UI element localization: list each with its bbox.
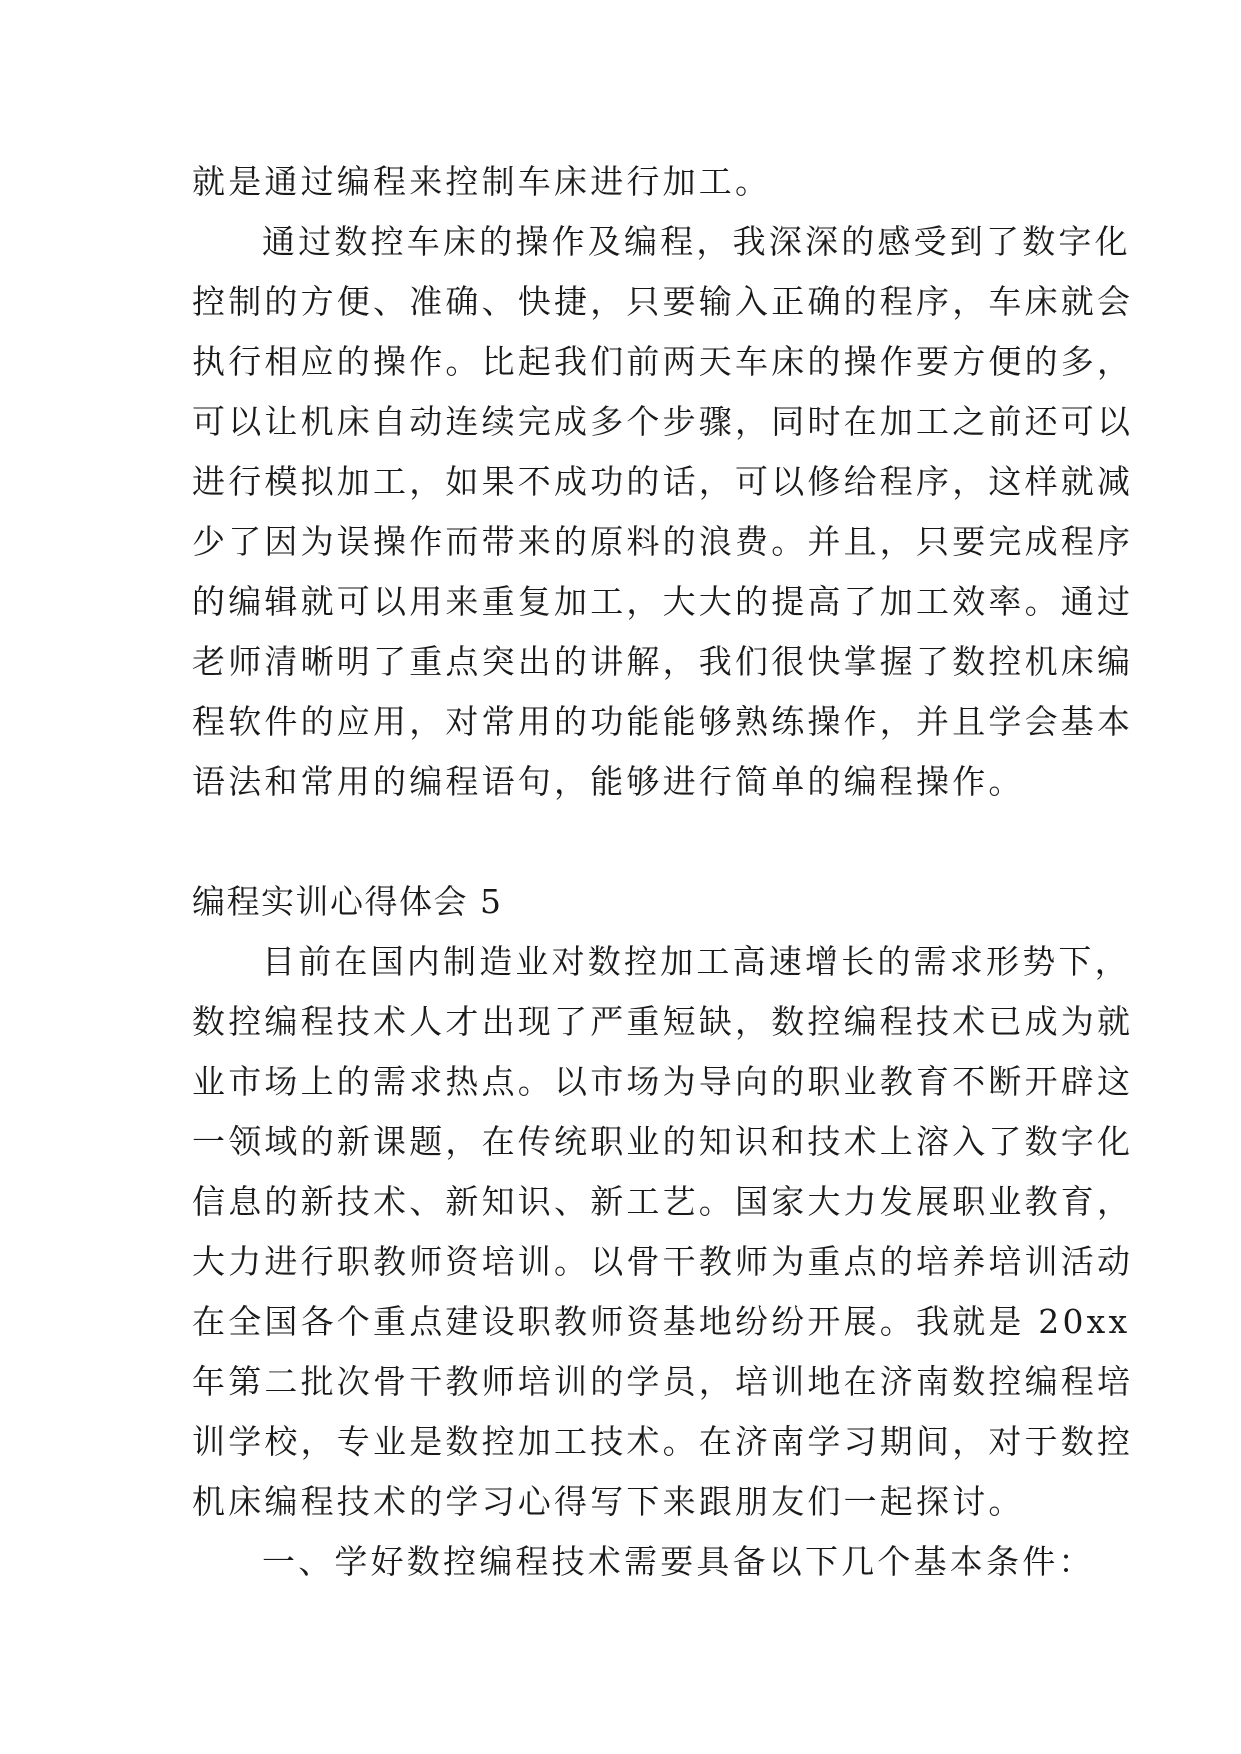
text-line: 数控编程技术人才出现了严重短缺，数控编程技术已成为就	[192, 1002, 1134, 1041]
text-line: 一、学好数控编程技术需要具备以下几个基本条件：	[262, 1542, 1095, 1581]
text-line: 老师清晰明了重点突出的讲解，我们很快掌握了数控机床编	[192, 642, 1134, 681]
text-line: 信息的新技术、新知识、新工艺。国家大力发展职业教育，	[192, 1182, 1134, 1221]
text-line: 大力进行职教师资培训。以骨干教师为重点的培养培训活动	[192, 1242, 1134, 1281]
section-spacer	[192, 812, 1057, 872]
text-line: 少了因为误操作而带来的原料的浪费。并且，只要完成程序	[192, 522, 1134, 561]
text-line: 执行相应的操作。比起我们前两天车床的操作要方便的多，	[192, 342, 1134, 381]
text-line: 机床编程技术的学习心得写下来跟朋友们一起探讨。	[192, 1482, 1025, 1521]
paragraph	[192, 212, 1134, 812]
text-line: 的编辑就可以用来重复加工，大大的提高了加工效率。通过	[192, 582, 1134, 621]
document-body	[192, 152, 1134, 1592]
section-heading: 编程实训心得体会 5	[192, 882, 503, 921]
text-line: 训学校，专业是数控加工技术。在济南学习期间，对于数控	[192, 1422, 1134, 1461]
paragraph	[192, 1532, 1095, 1592]
text-line: 控制的方便、准确、快捷，只要输入正确的程序，车床就会	[192, 282, 1134, 321]
text-line: 语法和常用的编程语句，能够进行简单的编程操作。	[192, 762, 1025, 801]
text-line: 进行模拟加工，如果不成功的话，可以修给程序，这样就减	[192, 462, 1134, 501]
text-line: 可以让机床自动连续完成多个步骤，同时在加工之前还可以	[192, 402, 1134, 441]
text-line: 程软件的应用，对常用的功能能够熟练操作，并且学会基本	[192, 702, 1134, 741]
text-line: 目前在国内制造业对数控加工高速增长的需求形势下，	[262, 942, 1131, 981]
text-line: 通过数控车床的操作及编程，我深深的感受到了数字化	[262, 222, 1131, 261]
text-line: 业市场上的需求热点。以市场为导向的职业教育不断开辟这	[192, 1062, 1134, 1101]
text-line: 在全国各个重点建设职教师资基地纷纷开展。我就是 20xx	[192, 1302, 1131, 1341]
text-line: 就是通过编程来控制车床进行加工。	[192, 162, 772, 201]
text-line: 一领域的新课题，在传统职业的知识和技术上溶入了数字化	[192, 1122, 1134, 1161]
paragraph	[192, 932, 1134, 1532]
text-line: 年第二批次骨干教师培训的学员，培训地在济南数控编程培	[192, 1362, 1134, 1401]
